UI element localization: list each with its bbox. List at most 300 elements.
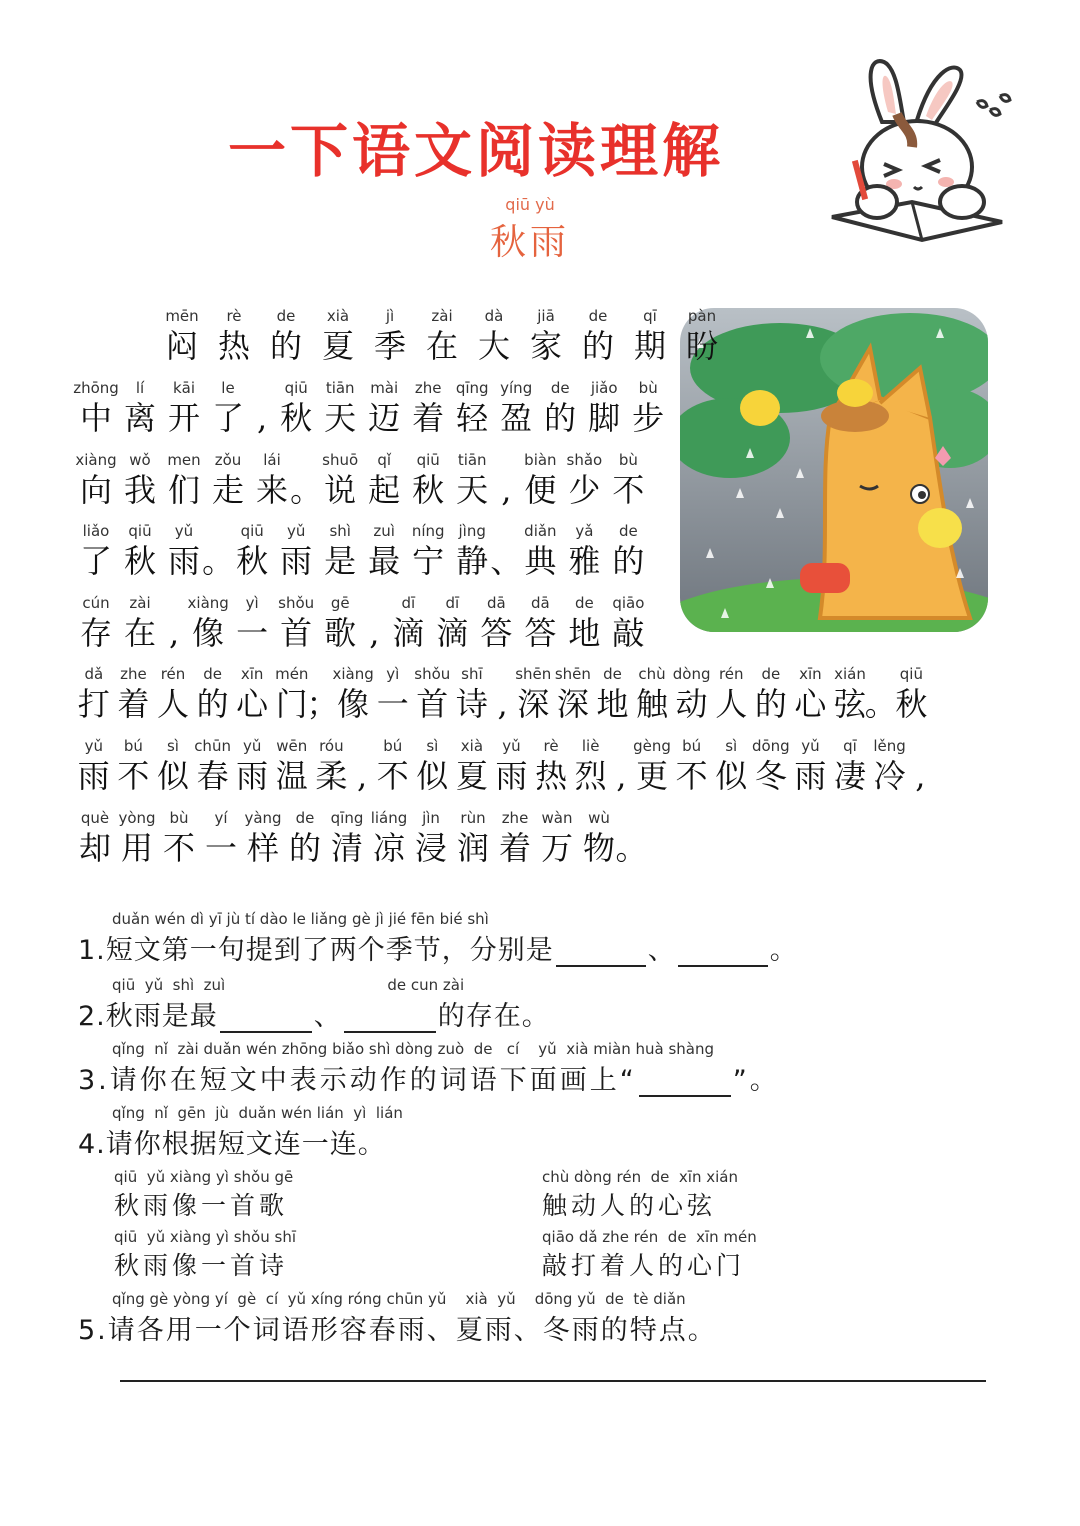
passage-char [450,521,494,581]
passage-char [162,378,206,438]
hanzi: 迈 [368,399,401,437]
passage-char [118,521,162,581]
hanzi: 动 [675,685,708,723]
hanzi: 冬 [754,757,787,795]
passage-char [230,593,274,653]
pinyin: yǔ [84,737,103,755]
passage-char [474,593,518,653]
pinyin: qǐ [377,451,392,469]
passage-char [114,664,154,724]
passage-char [373,664,413,724]
hanzi: 门 [275,685,308,723]
question-5-text: 5.请各用一个词语形容春雨、夏雨、冬雨的特点。 [78,1315,717,1346]
hanzi: 脚 [588,399,621,437]
hanzi: 心 [236,685,269,723]
hanzi: 秋 [412,471,445,509]
pinyin: rùn [460,809,486,827]
pinyin: dòng [672,665,711,683]
hanzi: 我 [123,471,156,509]
match-left-1-text: 秋雨像一首歌 [114,1191,289,1220]
pinyin: qiū [128,522,152,540]
pinyin: qiāo [612,594,645,612]
passage-char [450,378,494,438]
hanzi: 们 [167,471,200,509]
passage-char [513,664,553,724]
hanzi: 打 [77,685,110,723]
hanzi: 盈 [500,399,533,437]
question-3-text: 3.请你在短文中表示动作的词语下面画上“ [78,1065,637,1096]
pinyin: jiā [537,307,555,325]
passage-char [242,808,284,868]
hanzi: 万 [540,829,573,867]
hanzi: 走 [211,471,244,509]
pinyin: mén [275,665,309,683]
passage-char [74,664,114,724]
pinyin: zǒu [214,451,242,469]
passage-char [610,736,632,796]
pinyin: qiū [416,451,440,469]
question-2-end: 的存在。 [437,1001,550,1032]
question-5 [78,1290,717,1347]
passage-char [74,808,116,868]
hanzi: 了 [79,542,112,580]
pinyin: cún [82,594,110,612]
passage-char [118,378,162,438]
hanzi: 雨 [77,757,110,795]
passage-char [672,736,712,796]
pinyin: de [761,665,781,683]
pinyin: wàn [541,809,573,827]
passage-char [114,736,154,796]
story-title-text: 秋雨 [490,222,571,263]
passage-char [368,808,410,868]
hanzi: 着 [498,829,531,867]
pinyin: shēn [554,665,591,683]
passage-char [312,306,364,366]
hanzi: , [169,614,180,652]
pinyin: bú [383,737,403,755]
pinyin: de [203,665,222,683]
pinyin: dī [401,594,416,612]
passage-char [186,593,230,653]
hanzi: 雨 [236,757,269,795]
passage-char [272,736,312,796]
passage-char [208,306,260,366]
answer-blank-1b[interactable] [678,939,768,967]
question-2-text: 2.秋雨是最 [78,1001,218,1032]
hanzi: 的 [544,399,577,437]
pinyin: wǒ [129,451,151,469]
pinyin: dǎ [84,665,104,683]
hanzi: 样 [246,829,279,867]
passage-char [153,664,193,724]
hanzi: 首 [416,685,449,723]
hanzi: 一 [204,829,237,867]
hanzi: 的 [288,829,321,867]
passage-char [626,378,670,438]
pinyin: shǎo [566,451,603,469]
pinyin: sì [725,737,738,755]
pinyin: qīng [330,809,364,827]
passage-char [791,736,831,796]
hanzi: 闷 [165,327,198,365]
passage-char [318,378,362,438]
hanzi: 却 [78,829,111,867]
hanzi: 雨 [495,757,528,795]
passage-char [158,808,200,868]
passage-char [274,521,318,581]
pinyin: diǎn [524,522,557,540]
passage-char [518,593,562,653]
pinyin: de [550,379,570,397]
hanzi: 的 [269,327,302,365]
passage-char [518,450,562,510]
passage-char [751,736,791,796]
hanzi: 物 [582,829,615,867]
passage-char [290,450,323,510]
story-title-pinyin: qiū yù [505,195,555,214]
hanzi: 答 [524,614,557,652]
hanzi: 雨 [794,757,827,795]
hanzi: 在 [425,327,458,365]
question-1 [78,910,798,967]
passage-char [200,808,242,868]
passage-char [318,450,362,510]
question-4 [78,1104,403,1161]
passage-line [156,306,728,366]
hanzi: , [501,471,512,509]
pinyin: wēn [276,737,308,755]
passage-char [162,521,206,581]
hanzi: 凉 [372,829,405,867]
pinyin: de [619,522,638,540]
hanzi: 了 [211,399,244,437]
pinyin: qīng [455,379,489,397]
passage-line [74,521,650,581]
hanzi: 向 [79,471,112,509]
pinyin: yì [386,665,400,683]
pinyin: shì [329,522,351,540]
question-4-text: 4.请你根据短文连一连。 [78,1129,386,1160]
hanzi: 雨 [280,542,313,580]
pinyin: xiàng [332,665,374,683]
hanzi: 的 [754,685,787,723]
passage-char [494,808,536,868]
hanzi: 弦 [834,685,867,723]
hanzi: 润 [456,829,489,867]
pinyin: yǔ [286,522,306,540]
passage-char [232,664,272,724]
passage-char [351,736,373,796]
hanzi: 期 [633,327,666,365]
pinyin: shuō [322,451,359,469]
hanzi: 。 [615,829,648,867]
hanzi: , [257,399,268,437]
hanzi: 不 [675,757,708,795]
pinyin: lí [135,379,145,397]
answer-blank-2a[interactable] [220,1005,312,1033]
pinyin: de [575,594,594,612]
passage-char [416,306,468,366]
passage-char [326,808,368,868]
passage-char [870,736,910,796]
pinyin: zài [129,594,151,612]
pinyin: jìn [422,809,440,827]
pinyin: yǔ [801,737,820,755]
pinyin: jiǎo [590,379,618,397]
pinyin: dā [487,594,506,612]
hanzi: 不 [117,757,150,795]
hanzi: 滴 [436,614,469,652]
hanzi: 的 [612,542,645,580]
pinyin: xīn [799,665,822,683]
match-right-1[interactable] [542,1168,738,1222]
pinyin: jì [385,307,395,325]
passage-char [615,808,648,868]
hanzi: 。 [864,685,897,723]
pinyin: sì [166,737,179,755]
answer-blank-2b[interactable] [344,1005,436,1033]
match-right-2-text: 敲打着人的心门 [542,1251,746,1280]
hanzi: , [915,757,926,795]
hanzi: 秋 [236,542,269,580]
hanzi: 浸 [414,829,447,867]
hanzi: 心 [794,685,827,723]
hanzi: 更 [636,757,669,795]
hanzi: 盼 [685,327,718,365]
pinyin: qiū [284,379,308,397]
page-title: 一下语文阅读理解 [228,117,725,185]
pinyin: rén [160,665,186,683]
hanzi: 一 [236,614,269,652]
pinyin: zhōng [73,379,119,397]
hanzi: 少 [568,471,601,509]
hanzi: 宁 [412,542,445,580]
hanzi: 冷 [873,757,906,795]
pinyin: què [80,809,110,827]
answer-blank-3[interactable] [639,1069,731,1097]
hanzi: , [356,757,368,795]
pinyin: zhe [120,665,147,683]
match-right-2[interactable] [542,1228,757,1282]
hanzi: 最 [368,542,401,580]
passage-char [362,450,406,510]
pinyin: mēn [165,307,199,325]
passage-char [206,378,250,438]
question-3 [78,1040,780,1097]
hanzi: 用 [120,829,153,867]
pinyin: qiū [899,665,923,683]
passage-char [116,808,158,868]
passage-char [318,593,362,653]
hanzi: 答 [480,614,513,652]
passage-char [711,736,751,796]
pinyin: liè [581,737,600,755]
passage-char [193,664,233,724]
hanzi: 一 [376,685,409,723]
match-left-1[interactable] [114,1168,293,1222]
passage-char [74,593,118,653]
hanzi: 轻 [456,399,489,437]
passage-char [711,664,751,724]
hanzi: , [497,685,508,723]
pinyin: xián [834,665,866,683]
passage-char [582,378,626,438]
hanzi: 在 [123,614,156,652]
pinyin: tiān [325,379,355,397]
passage-char [118,450,162,510]
passage-char [413,664,453,724]
hanzi: 秋 [123,542,156,580]
question-5-pinyin: qǐng gè yòng yí gè cí yǔ xíng róng chūn yǔ xià yǔ dōng yǔ de tè diǎn [112,1290,686,1308]
passage-char [193,736,233,796]
pinyin: rén [718,665,744,683]
hanzi: 开 [167,399,200,437]
passage-char [318,521,362,581]
hanzi: 季 [373,327,406,365]
pinyin: qiū [240,522,264,540]
pinyin: yí [214,809,228,827]
answer-blank-1a[interactable] [556,939,646,967]
passage-char [406,521,450,581]
pinyin: xiàng [75,451,117,469]
passage-char [312,736,352,796]
passage-char [250,450,294,510]
hanzi: 夏 [321,327,354,365]
hanzi: 地 [568,614,601,652]
passage-char [232,736,272,796]
hanzi: 天 [324,399,357,437]
question-1-pinyin: duǎn wén dì yī jù tí dào le liǎng gè jì jié fēn bié shì [112,910,489,928]
hanzi: 说 [324,471,357,509]
passage-char [624,306,676,366]
hanzi: 。 [290,471,323,509]
passage-char [538,378,582,438]
pinyin: bú [682,737,702,755]
passage-char [676,306,728,366]
answer-line[interactable] [120,1380,986,1382]
hanzi: 热 [535,757,568,795]
passage-char [162,450,206,510]
pinyin: níng [411,522,445,540]
hanzi: 敲 [612,614,645,652]
pinyin: yǔ [174,522,194,540]
passage-char [74,736,114,796]
passage-char [562,521,606,581]
hanzi: 家 [529,327,562,365]
passage-char [362,593,386,653]
passage-char [492,664,514,724]
passage-char [490,521,523,581]
passage-char [632,664,672,724]
hanzi: 离 [123,399,156,437]
passage-char [406,450,450,510]
passage-char [362,378,406,438]
passage-char [306,664,339,724]
question-2-pinyin: qiū yǔ shì zuì de cun zài [112,976,465,994]
question-4-pinyin: qǐng nǐ gēn jù duǎn wén lián yì lián [112,1104,403,1122]
passage-char [830,736,870,796]
pinyin: yì [245,594,259,612]
pinyin: bù [638,379,658,397]
match-left-1-pinyin: qiū yǔ xiàng yì shǒu gē [114,1168,294,1186]
pinyin: bú [123,737,143,755]
match-left-2-pinyin: qiū yǔ xiàng yì shǒu shī [114,1228,296,1246]
rabbit-writing-icon [822,52,1022,252]
passage-char [492,736,532,796]
hanzi: 大 [477,327,510,365]
pinyin: xīn [240,665,264,683]
pinyin: de [276,307,296,325]
passage-char [520,306,572,366]
pinyin: yàng [244,809,282,827]
hanzi: 首 [280,614,313,652]
passage-char [791,664,831,724]
pinyin: shī [461,665,483,683]
hanzi: 清 [330,829,363,867]
hanzi: 天 [456,471,489,509]
passage-char [562,450,606,510]
hanzi: 是 [324,542,357,580]
hanzi: 典 [524,542,557,580]
hanzi: 柔 [315,757,348,795]
pinyin: dī [445,594,460,612]
passage-char [494,378,538,438]
pinyin: xiàng [187,594,229,612]
hanzi: 像 [337,685,370,723]
hanzi: 深 [517,685,550,723]
passage-char [606,450,650,510]
passage-line [74,593,650,653]
pinyin: bù [618,451,638,469]
pinyin: dōng [751,737,790,755]
pinyin: jìng [458,522,486,540]
hanzi: 不 [612,471,645,509]
match-right-1-pinyin: chù dòng rén de xīn xián [542,1168,738,1186]
hanzi: 存 [79,614,112,652]
pinyin: xià [326,307,350,325]
pinyin: men [167,451,201,469]
pinyin: yíng [500,379,533,397]
passage-char [230,521,274,581]
passage-char [468,306,520,366]
pinyin: róu [319,737,344,755]
hanzi: 像 [192,614,225,652]
passage-line [74,450,650,510]
pinyin: chù [638,665,666,683]
pinyin: shǒu [278,594,315,612]
pinyin: lěng [873,737,906,755]
pinyin: yǎ [575,522,594,540]
passage-char [362,521,406,581]
hanzi: 步 [632,399,665,437]
pinyin: dà [484,307,504,325]
pinyin: tiān [457,451,487,469]
passage-char [406,378,450,438]
hanzi: 秋 [280,399,313,437]
hanzi: 不 [376,757,409,795]
passage-char [672,664,712,724]
match-left-2[interactable] [114,1228,296,1282]
hanzi: , [369,614,380,652]
hanzi: 烈 [574,757,607,795]
passage-char [284,808,326,868]
passage-char [606,593,650,653]
passage-char [274,378,318,438]
passage-line [74,736,931,796]
passage-char [593,664,633,724]
passage-char [578,808,620,868]
